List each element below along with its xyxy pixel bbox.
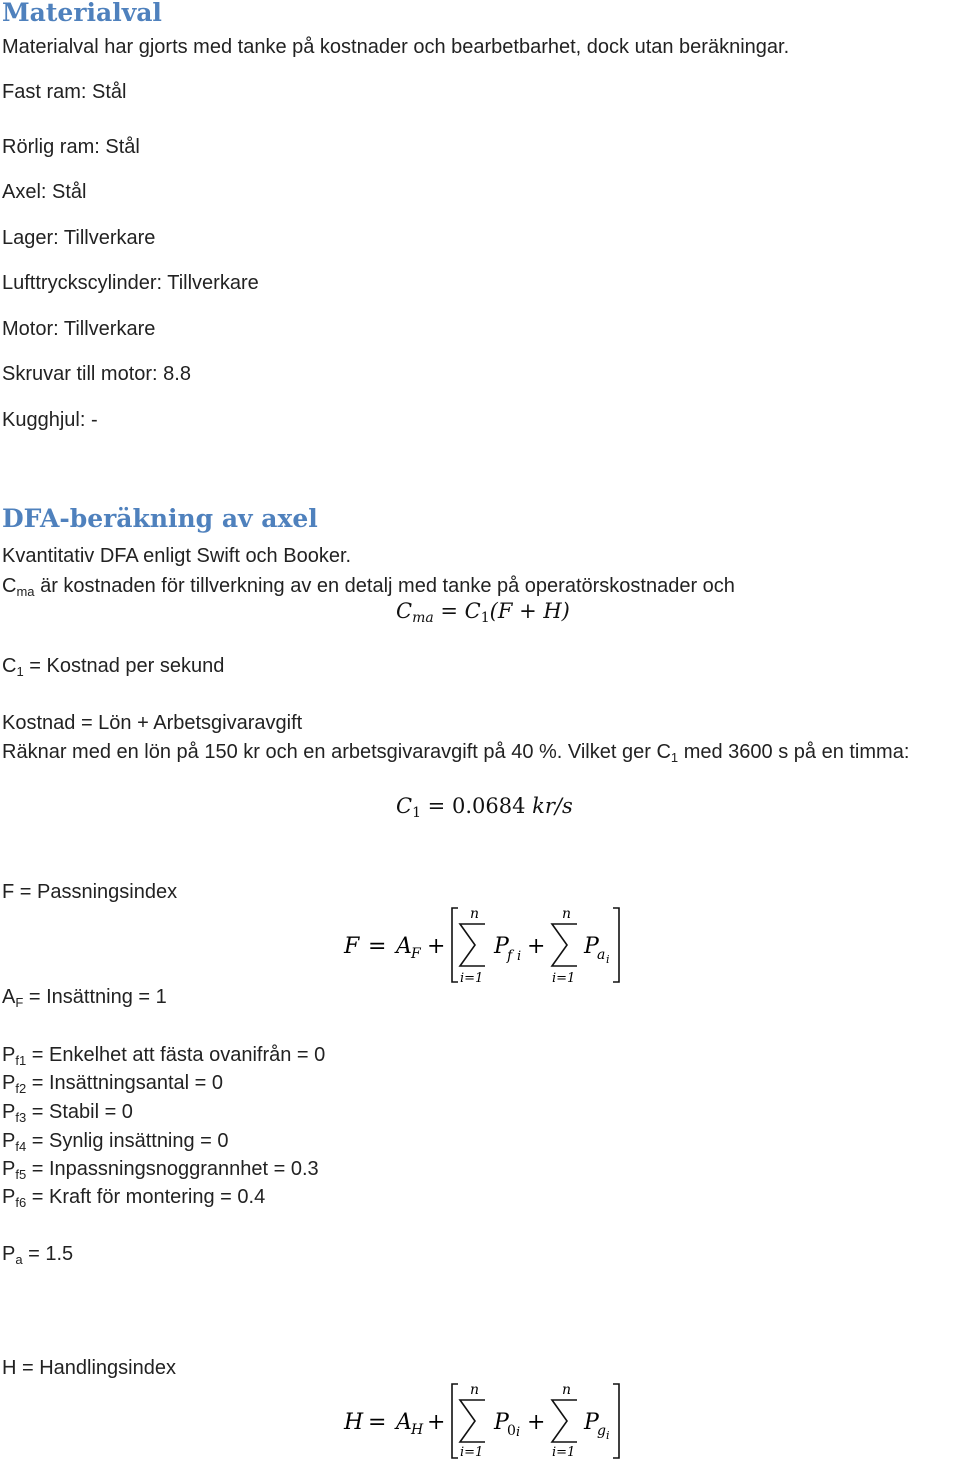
svg-text:A: A	[396, 1410, 412, 1435]
svg-text:n: n	[470, 1382, 480, 1398]
svg-text:a: a	[597, 947, 606, 963]
svg-text:i: i	[606, 1429, 610, 1442]
h-definition: H = Handlingsindex	[2, 1357, 176, 1379]
cma-definition: $C_{ma}$ är kostnaden för tillverkning av en detalj med tanke på operatörskostnader och	[2, 575, 735, 599]
svg-text:P: P	[494, 934, 509, 959]
svg-text:i=1: i=1	[552, 1445, 576, 1459]
pf-item: $P_{f4}$ = Synlig insättning = 0	[2, 1130, 229, 1154]
pf-item: $P_{f3}$ = Stabil = 0	[2, 1101, 133, 1125]
pa-definition: $P_a = 1.5$	[2, 1243, 74, 1267]
svg-text:H: H	[344, 1410, 364, 1435]
pf-item: $P_{f5}$ = Inpassningsnoggrannhet = 0.3	[2, 1158, 319, 1182]
svg-text:n: n	[470, 906, 480, 922]
material-item: Fast ram: Stål	[2, 81, 127, 103]
material-item: Lufttryckscylinder: Tillverkare	[2, 272, 259, 294]
heading-dfa: DFA-beräkning av axel	[2, 504, 318, 533]
svg-text:=: =	[368, 1410, 387, 1435]
svg-text:P: P	[494, 1410, 509, 1435]
svg-text:P: P	[584, 934, 599, 959]
svg-text:=: =	[368, 934, 387, 959]
c1-definition: $C_1$ = Kostnad per sekund	[2, 655, 225, 679]
svg-text:i=1: i=1	[552, 971, 576, 986]
material-item: Kugghjul: -	[2, 409, 98, 431]
material-item: Axel: Stål	[2, 181, 87, 203]
material-item: Skruvar till motor: 8.8	[2, 363, 191, 385]
heading-materialval: Materialval	[2, 0, 162, 27]
svg-text:F: F	[344, 934, 360, 959]
kostnad-definition: Kostnad = Lön + Arbetsgivaravgift	[2, 712, 303, 734]
svg-text:n: n	[562, 906, 572, 922]
svg-text:H: H	[411, 1422, 424, 1438]
equation-h	[340, 1376, 640, 1459]
svg-text:P: P	[584, 1410, 599, 1435]
svg-text:0: 0	[507, 1423, 516, 1439]
svg-text:i: i	[606, 953, 610, 966]
equation-cma: $C_{ma} = C_1(F + H)$	[396, 599, 570, 626]
pf-item: $P_{f2}$ = Insättningsantal = 0	[2, 1072, 223, 1096]
svg-text:+: +	[527, 1410, 546, 1435]
equation-f	[340, 900, 640, 990]
svg-text:A: A	[396, 934, 412, 959]
material-item: Rörlig ram: Stål	[2, 136, 140, 158]
svg-text:i=1: i=1	[460, 1445, 484, 1459]
svg-text:i: i	[516, 1425, 521, 1440]
f-definition: F = Passningsindex	[2, 881, 178, 903]
svg-text:f: f	[507, 948, 513, 964]
dfa-source-line: Kvantitativ DFA enligt Swift och Booker.	[2, 545, 352, 567]
svg-text:i: i	[517, 949, 522, 964]
raknar-line: Räknar med en lön på 150 kr och en arbetsgivaravgift på 40 %. Vilket ger $C_1$ med 3600 s på en timma:	[2, 741, 910, 765]
svg-text:F: F	[411, 946, 421, 962]
svg-text:+: +	[527, 934, 546, 959]
af-definition: $A_F$ = Insättning = 1	[2, 986, 167, 1010]
svg-text:+: +	[427, 934, 446, 959]
svg-text:n: n	[562, 1382, 572, 1398]
pf-item: $P_{f6}$ = Kraft för montering = 0.4	[2, 1186, 266, 1210]
svg-text:g: g	[597, 1423, 606, 1439]
equation-c1: $C_1 = 0.0684$ kr/s	[396, 794, 573, 821]
svg-text:+: +	[427, 1410, 446, 1435]
material-item: Lager: Tillverkare	[2, 227, 156, 249]
svg-text:i=1: i=1	[460, 971, 484, 986]
pf-item: $P_{f1}$ = Enkelhet att fästa ovanifrån = 0	[2, 1044, 326, 1068]
materialval-intro: Materialval har gjorts med tanke på kostnader och bearbetbarhet, dock utan beräkningar.	[2, 36, 790, 58]
material-item: Motor: Tillverkare	[2, 318, 156, 340]
